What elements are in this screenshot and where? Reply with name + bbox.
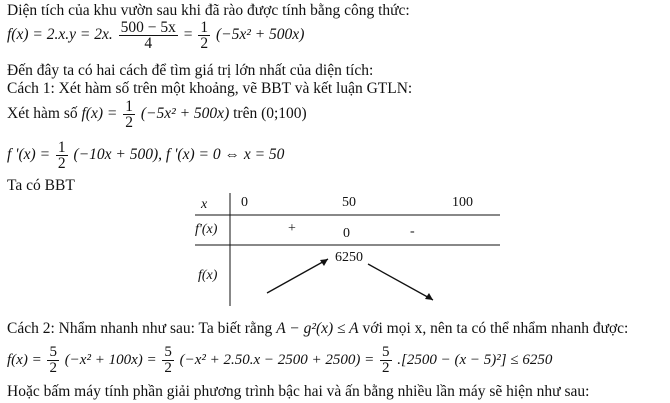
x-row-label: x: [201, 197, 208, 212]
fraction: $\frac{5}{2}$: [382, 344, 390, 376]
area-formula-lhs: f(x) = 2.x.y = 2x.: [7, 26, 113, 44]
increasing-arrow: [267, 259, 328, 293]
method2-paragraph: Cách 2: Nhẩm nhanh như sau: Ta biết rằng A − g²(x) ≤ A với mọi x, nên ta có thể nhẩm nhanh được:: [7, 320, 629, 337]
fprime-row-label: f'(x): [195, 222, 218, 237]
bbt-heading: Ta có BBT: [7, 177, 75, 194]
sign-zero: 0: [343, 226, 350, 241]
f-row-label: f(x): [198, 268, 218, 283]
sign-minus: -: [410, 224, 415, 239]
area-formula-rhs: (−5x² + 500x): [215, 26, 305, 44]
variation-table: [195, 193, 500, 306]
decreasing-arrow: [368, 264, 433, 300]
calculator-paragraph: Hoặc bấm máy tính phần giải phương trình bậc hai và ấn bằng nhiều lần máy sẽ hiện như sau:: [7, 383, 590, 400]
fraction: $\frac{1}{2}$: [200, 19, 209, 52]
function-definition: Xét hàm số f(x) = $\frac{1}{2}$ (−5x² + 500x) trên (0;100): [7, 98, 307, 131]
sign-plus: +: [288, 221, 296, 236]
quick-calculation: f(x) = $\frac{5}{2}$ (−x² + 100x) = $\frac{5}{2}$ (−x² + 2.50.x − 2500 + 2500) = $\frac{5}{2}$ .[2500 − (x − 5)²] ≤ 6250: [7, 344, 553, 376]
x-value-50: 50: [342, 195, 356, 210]
intro-paragraph: Diện tích của khu vườn sau khi đã rào được tính bằng công thức:: [7, 2, 410, 19]
fraction: $\frac{5}{2}$: [49, 344, 57, 376]
derivative-line: f '(x) = $\frac{1}{2}$ (−10x + 500), f '(x) = 0 ⇔ x = 50: [7, 139, 285, 172]
two-methods-paragraph: Đến đây ta có hai cách để tìm giá trị lớn nhất của diện tích:: [7, 62, 374, 79]
fraction: $\frac{1}{2}$: [57, 139, 66, 172]
fraction: $\frac{500 - 5x}{4}$: [120, 19, 176, 52]
area-formula: f(x) = 2.x.y = 2x. $\frac{500 - 5x}{4}$ = $\frac{1}{2}$ (−5x² + 500x): [7, 19, 305, 52]
x-value-100: 100: [452, 195, 473, 210]
x-value-0: 0: [241, 195, 248, 210]
method1-heading: Cách 1: Xét hàm số trên một khoảng, vẽ BBT và kết luận GTLN:: [7, 80, 413, 97]
fraction: $\frac{5}{2}$: [164, 344, 172, 376]
fraction: $\frac{1}{2}$: [125, 98, 133, 131]
max-value: 6250: [335, 250, 363, 265]
